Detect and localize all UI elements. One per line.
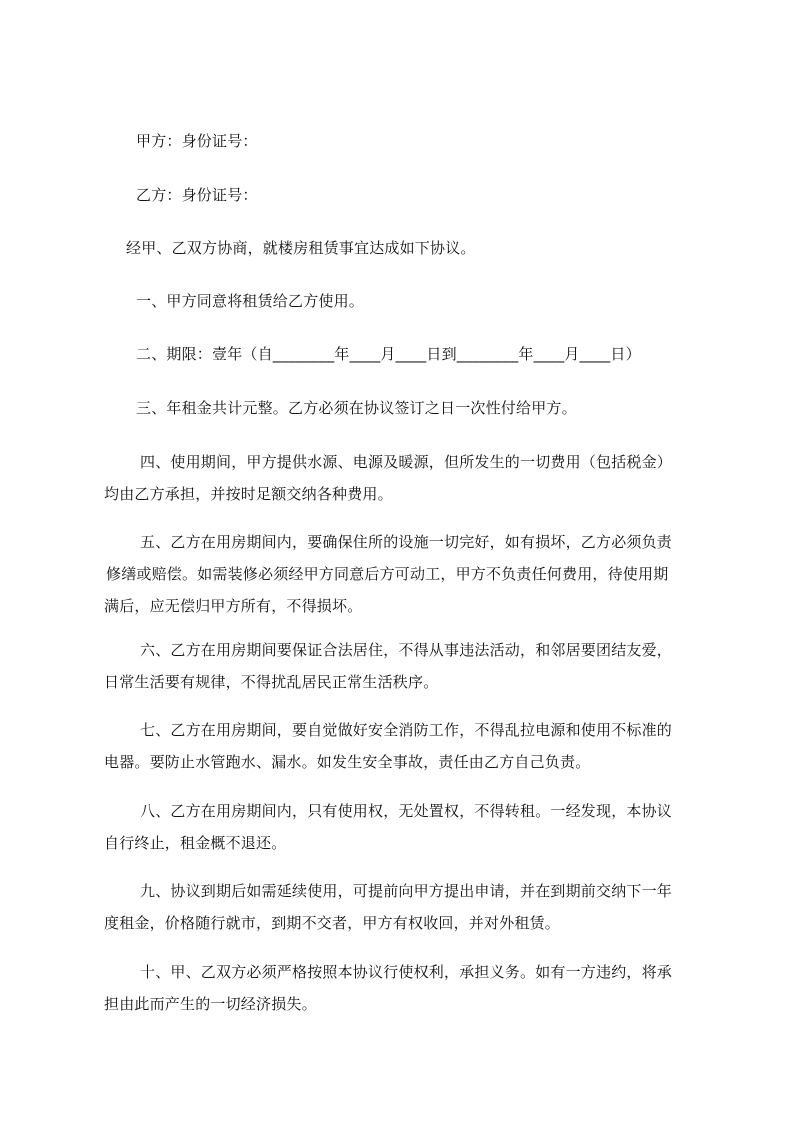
clause-5-line-3: 满后，应无偿归甲方所有，不得损坏。 (104, 597, 363, 615)
clause-9-line-1: 九、协议到期后如需延续使用，可提前向甲方提出申请，并在到期前交纳下一年 (140, 882, 673, 900)
clause-6 (104, 634, 696, 698)
clause-7 (104, 714, 696, 778)
clause-6-line-2: 日常生活要有规律，不得扰乱居民正常生活秩序。 (104, 673, 439, 691)
clause-6-line-1: 六、乙方在用房期间要保证合法居住，不得从事违法活动，和邻居要团结友爱， (140, 641, 673, 659)
intro-line: 经甲、乙双方协商，就楼房租赁事宜达成如下协议。 (126, 239, 476, 257)
clause-4-line-2: 均由乙方承担，并按时足额交纳各种费用。 (104, 485, 393, 503)
clause-3: 三、年租金共计元整。乙方必须在协议签订之日一次性付给甲方。 (136, 399, 577, 417)
clause-4 (104, 446, 696, 510)
clause-5-line-2: 修缮或赔偿。如需装修必须经甲方同意后方可动工，甲方不负责任何费用，待使用期 (106, 565, 669, 583)
clause-8 (104, 795, 696, 859)
clause-4-line-1: 四、使用期间，甲方提供水源、电源及暖源，但所发生的一切费用（包括税金） (140, 453, 673, 471)
clause-10-line-1: 十、甲、乙双方必须严格按照本协议行使权利，承担义务。如有一方违约，将承 (140, 963, 673, 981)
clause-9 (104, 875, 696, 939)
clause-5 (104, 526, 696, 622)
clause-9-line-2: 度租金，价格随行就市，到期不交者，甲方有权收回，并对外租赁。 (104, 914, 561, 932)
clause-8-line-2: 自行终止，租金概不退还。 (104, 834, 287, 852)
clause-1: 一、甲方同意将租赁给乙方使用。 (136, 292, 365, 310)
clause-10-line-2: 担由此而产生的一切经济损失。 (104, 995, 317, 1013)
clause-5-line-1: 五、乙方在用房期间内，要确保住所的设施一切完好，如有损坏，乙方必须负责 (140, 533, 673, 551)
clause-8-line-1: 八、乙方在用房期间内，只有使用权，无处置权，不得转租。一经发现，本协议 (140, 802, 673, 820)
clause-7-line-2: 电器。要防止水管跑水、漏水。如发生安全事故，责任由乙方自己负责。 (104, 753, 591, 771)
party-a-line: 甲方：身份证号： (136, 132, 258, 150)
party-b-line: 乙方：身份证号： (136, 186, 258, 204)
clause-2: 二、期限：壹年（自________年____月____日到________年____月____日） (136, 345, 641, 363)
clause-7-line-1: 七、乙方在用房期间，要自觉做好安全消防工作，不得乱拉电源和使用不标准的 (140, 721, 673, 739)
clause-10 (104, 956, 696, 1020)
